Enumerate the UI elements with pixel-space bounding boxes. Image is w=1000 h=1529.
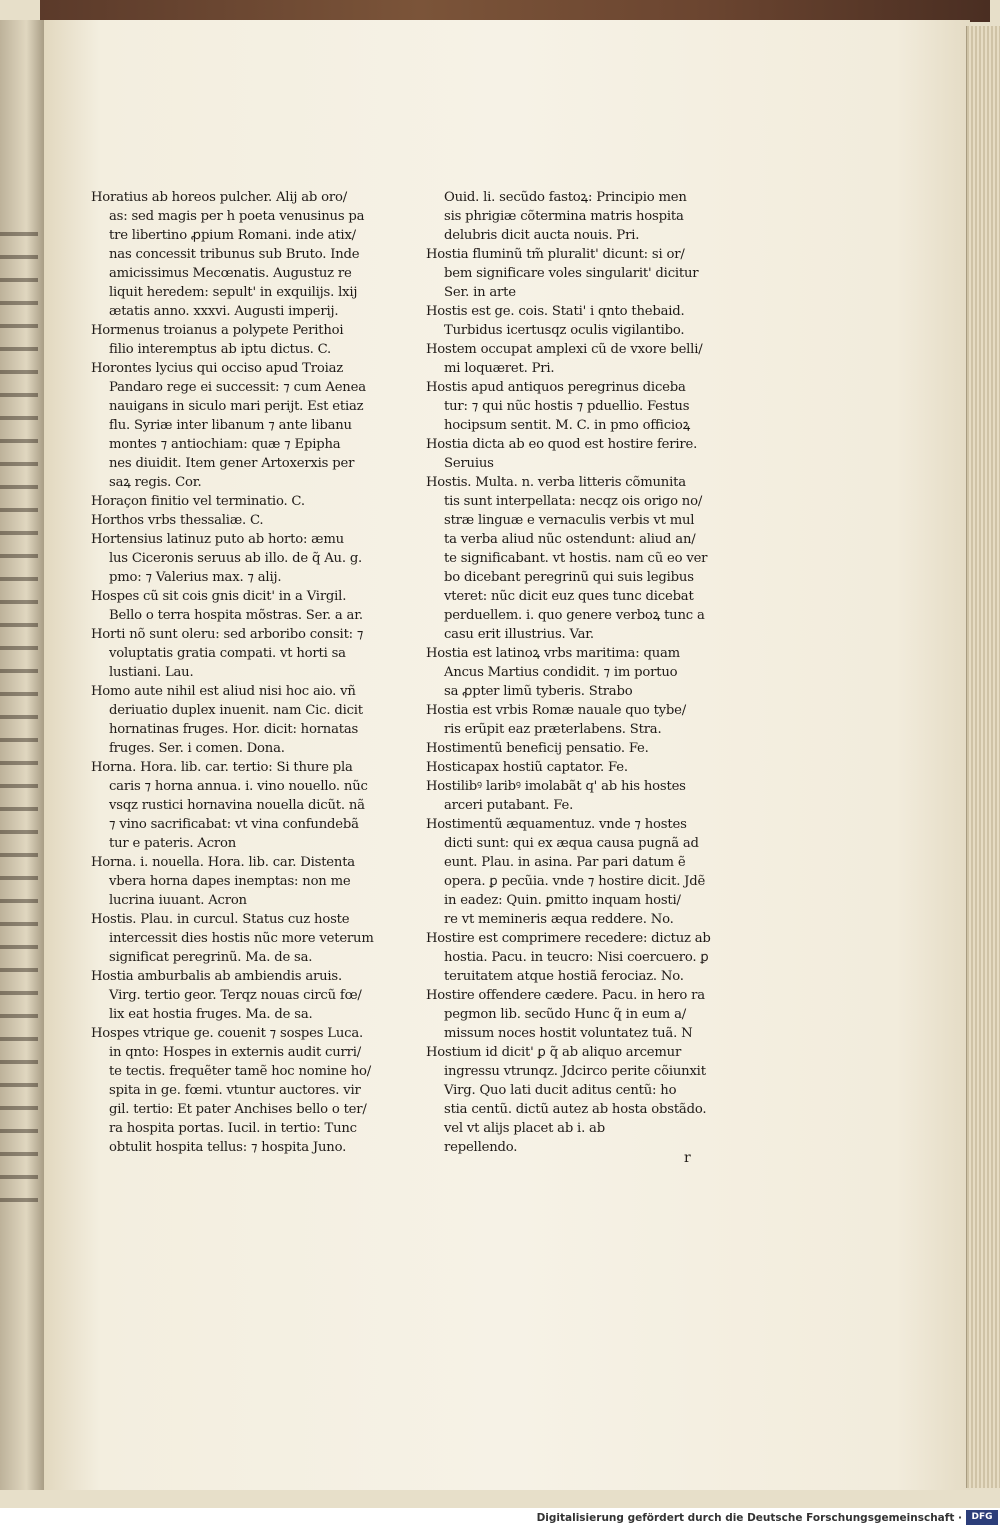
text-line: re vt memineris æqua reddere. No. — [444, 912, 674, 927]
text-line: Pandaro rege ei successit: ⁊ cum Aenea — [109, 380, 366, 395]
text-line: Ouid. li. secũdo fastoꝝ: Principio men — [444, 190, 687, 205]
text-line: ra hospita portas. Iucil. in tertio: Tunc — [109, 1121, 357, 1136]
text-line: Virg. tertio geor. Terqz nouas circũ fœ/ — [109, 988, 362, 1003]
text-line: obtulit hospita tellus: ⁊ hospita Juno. — [109, 1140, 347, 1155]
text-line: stræ linguæ e vernaculis verbis vt mul — [444, 513, 695, 528]
text-line: Seruius — [444, 456, 494, 471]
text-line: Hormenus troianus a polypete Perithoi — [91, 323, 344, 338]
text-line: Hostis. Multa. n. verba litteris cõmunita — [426, 475, 686, 490]
left-text-column — [91, 188, 391, 1157]
text-line: ⁊ vino sacrificabat: vt vina confundebã — [109, 817, 359, 832]
text-line: voluptatis gratia compati. vt horti sa — [109, 646, 346, 661]
text-line: ætatis anno. xxxvi. Augusti imperij. — [109, 304, 339, 319]
text-line: Hostire offendere cædere. Pacu. in hero ra — [426, 988, 705, 1003]
text-line: opera. ꝑ pecũia. vnde ⁊ hostire dicit. Jdẽ — [444, 874, 706, 889]
text-line: Hostimentũ beneficij pensatio. Fe. — [426, 741, 649, 756]
text-line: teruitatem atque hostiã ferociaz. No. — [444, 969, 684, 984]
text-line: lucrina iuuant. Acron — [109, 893, 247, 908]
text-line: nas concessit tribunus sub Bruto. Inde — [109, 247, 360, 262]
book-binding — [40, 0, 990, 22]
text-line: tur: ⁊ qui nũc hostis ⁊ pduellio. Festus — [444, 399, 690, 414]
text-line: caris ⁊ horna annua. i. vino nouello. nũc — [109, 779, 368, 794]
text-line: Ser. in arte — [444, 285, 516, 300]
facing-page-text — [0, 220, 38, 1220]
text-line: perduellem. i. quo genere verboꝝ tunc a — [444, 608, 705, 623]
text-line: nauigans in siculo mari perijt. Est etiaz — [109, 399, 364, 414]
text-line: deriuatio duplex inuenit. nam Cic. dicit — [109, 703, 363, 718]
text-line: tre libertino ꝓpium Romani. inde atix/ — [109, 228, 356, 243]
text-line: lus Ciceronis seruus ab illo. de q̃ Au. g. — [109, 551, 363, 566]
text-line: Hostia dicta ab eo quod est hostire ferire. — [426, 437, 698, 452]
text-line: stia centũ. dictũ autez ab hosta obstãdo. — [444, 1102, 707, 1117]
text-line: vteret: nũc dicit euz ques tunc dicebat — [444, 589, 694, 604]
text-line: Hospes vtrique ge. couenit ⁊ sospes Luca. — [91, 1026, 363, 1041]
text-line: Hospes cũ sit cois gnis dicit' in a Virgil. — [91, 589, 347, 604]
text-line: spita in ge. fœmi. vtuntur auctores. vir — [109, 1083, 361, 1098]
text-line: vsqz rustici hornavina nouella dicũt. nã — [109, 798, 365, 813]
text-line: Bello o terra hospita mõstras. Ser. a ar. — [109, 608, 363, 623]
signature-mark: r — [684, 1150, 691, 1166]
text-line: Hostilibꝰ laribꝰ imolabãt q' ab his hostes — [426, 779, 686, 794]
text-line: Hostium id dicit' ꝑ q̃ ab aliquo arcemur — [426, 1045, 682, 1060]
text-line: Turbidus icertusqz oculis vigilantibo. — [444, 323, 685, 338]
text-line: hostia. Pacu. in teucro: Nisi coercuero. ꝑ — [444, 950, 709, 965]
text-line: tis sunt interpellata: necqz ois origo no/ — [444, 494, 703, 509]
text-line: bem significare voles singularit' dicitur — [444, 266, 699, 281]
text-line: in eadez: Quin. ꝑmitto inquam hosti/ — [444, 893, 681, 908]
text-line: hocipsum sentit. M. C. in pmo officioꝝ — [444, 418, 691, 433]
text-line: pegmon lib. secũdo Hunc q̃ in eum a/ — [444, 1007, 687, 1022]
text-line: Horti nõ sunt oleru: sed arboribo consit: ⁊ — [91, 627, 364, 642]
text-line: sa ꝓpter limũ tyberis. Strabo — [444, 684, 633, 699]
text-line: te significabant. vt hostis. nam cũ eo ver — [444, 551, 708, 566]
text-line: Hortensius latinuz puto ab horto: æmu — [91, 532, 344, 547]
text-line: ingressu vtrunqz. Jdcirco perite cõiunxit — [444, 1064, 706, 1079]
facing-page-edge — [0, 20, 45, 1490]
text-line: Horontes lycius qui occiso apud Troiaz — [91, 361, 344, 376]
text-line: as: sed magis per h poeta venusinus pa — [109, 209, 365, 224]
text-line: fruges. Ser. i comen. Dona. — [109, 741, 285, 756]
text-line: bo dicebant peregrinũ qui suis legibus — [444, 570, 694, 585]
text-line: intercessit dies hostis nũc more veterum — [109, 931, 374, 946]
text-line: saꝝ regis. Cor. — [109, 475, 202, 490]
text-line: Horna. i. nouella. Hora. lib. car. Distenta — [91, 855, 355, 870]
right-text-column — [426, 188, 722, 1157]
text-line: casu erit illustrius. Var. — [444, 627, 594, 642]
text-line: Horatius ab horeos pulcher. Alij ab oro/ — [91, 190, 347, 205]
text-line: tur e pateris. Acron — [109, 836, 237, 851]
text-line: pmo: ⁊ Valerius max. ⁊ alij. — [109, 570, 282, 585]
page-block-edge — [966, 26, 1000, 1488]
text-line: Hosticapax hostiũ captator. Fe. — [426, 760, 628, 775]
text-line: lix eat hostia fruges. Ma. de sa. — [109, 1007, 313, 1022]
text-line: Hostia fluminũ tm̃ pluralit' dicunt: si or/ — [426, 247, 685, 262]
text-line: gil. tertio: Et pater Anchises bello o ter/ — [109, 1102, 367, 1117]
text-line: Hostimentũ æquamentuz. vnde ⁊ hostes — [426, 817, 687, 832]
text-line: nes diuidit. Item gener Artoxerxis per — [109, 456, 355, 471]
dfg-logo: DFG — [966, 1510, 998, 1525]
text-line: Horaçon finitio vel terminatio. C. — [91, 494, 305, 509]
text-line: Hostem occupat amplexi cũ de vxore belli/ — [426, 342, 703, 357]
text-line: Hostis est ge. cois. Stati' i qnto thebaid. — [426, 304, 685, 319]
text-line: ta verba aliud nũc ostendunt: aliud an/ — [444, 532, 696, 547]
text-line: flu. Syriæ inter libanum ⁊ ante libanu — [109, 418, 352, 433]
text-line: arceri putabant. Fe. — [444, 798, 574, 813]
text-line: Hostia est latinoꝝ vrbs maritima: quam — [426, 646, 680, 661]
text-line: te tectis. frequẽter tamẽ hoc nomine ho/ — [109, 1064, 371, 1079]
text-line: missum noces hostit voluntatez tuã. N — [444, 1026, 693, 1041]
text-line: amicissimus Mecœnatis. Augustuz re — [109, 266, 352, 281]
text-line: Virg. Quo lati ducit aditus centũ: ho — [444, 1083, 677, 1098]
text-line: significat peregrinũ. Ma. de sa. — [109, 950, 313, 965]
text-line: ris erũpit eaz præterlabens. Stra. — [444, 722, 662, 737]
text-line: vel vt alijs placet ab i. ab — [444, 1121, 605, 1136]
text-line: eunt. Plau. in asina. Par pari datum ẽ — [444, 855, 686, 870]
text-line: mi loquæret. Pri. — [444, 361, 555, 376]
text-line: montes ⁊ antiochiam: quæ ⁊ Epipha — [109, 437, 341, 452]
text-line: Horthos vrbs thessaliæ. C. — [91, 513, 264, 528]
text-line: Ancus Martius condidit. ⁊ im portuo — [444, 665, 678, 680]
text-line: Hostis apud antiquos peregrinus diceba — [426, 380, 686, 395]
text-line: hornatinas fruges. Hor. dicit: hornatas — [109, 722, 359, 737]
text-line: liquit heredem: sepult' in exquilijs. lxij — [109, 285, 358, 300]
text-line: delubris dicit aucta nouis. Pri. — [444, 228, 640, 243]
text-line: Homo aute nihil est aliud nisi hoc aio. vñ — [91, 684, 356, 699]
text-line: repellendo. — [444, 1140, 518, 1155]
text-line: Hostia est vrbis Romæ nauale quo tybe/ — [426, 703, 687, 718]
text-line: dicti sunt: qui ex æqua causa pugnã ad — [444, 836, 699, 851]
text-line: Horna. Hora. lib. car. tertio: Si thure pla — [91, 760, 353, 775]
text-line: Hostia amburbalis ab ambiendis aruis. — [91, 969, 342, 984]
footer-credit: Digitalisierung gefördert durch die Deutsche Forschungsgemeinschaft · — [536, 1512, 962, 1524]
text-line: Hostire est comprimere recedere: dictuz ab — [426, 931, 711, 946]
text-line: filio interemptus ab iptu dictus. C. — [109, 342, 332, 357]
text-line: Hostis. Plau. in curcul. Status cuz hoste — [91, 912, 350, 927]
text-line: lustiani. Lau. — [109, 665, 194, 680]
text-line: vbera horna dapes inemptas: non me — [109, 874, 351, 889]
text-line: sis phrigiæ cõtermina matris hospita — [444, 209, 684, 224]
text-line: in qnto: Hospes in externis audit curri/ — [109, 1045, 362, 1060]
